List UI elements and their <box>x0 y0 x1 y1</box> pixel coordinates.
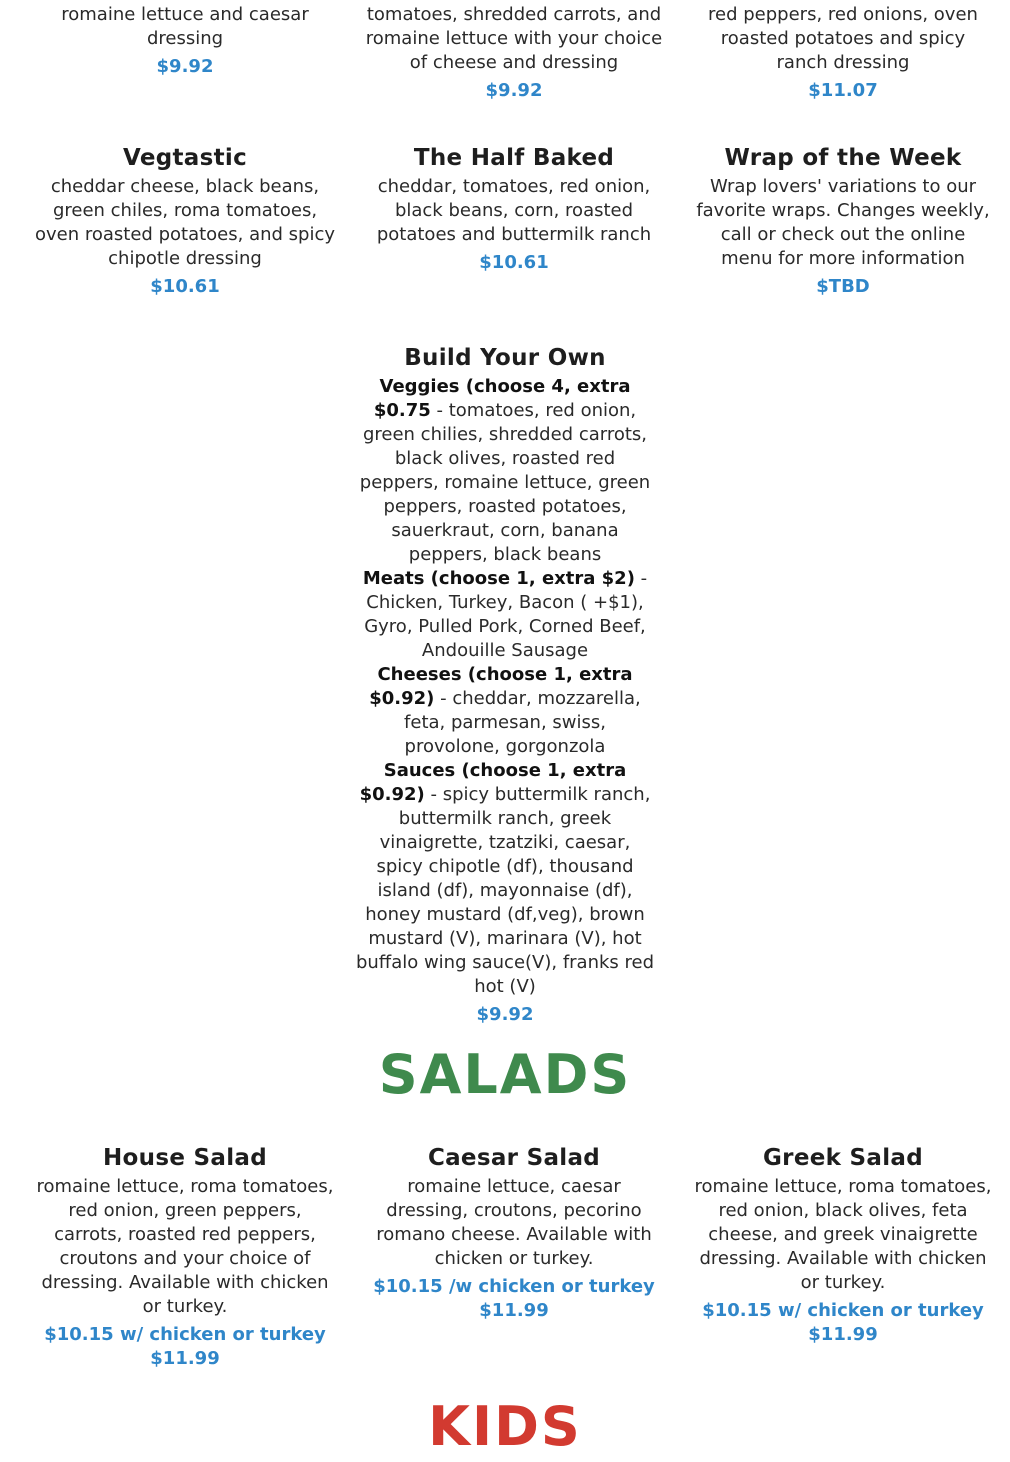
item-price: $9.92 <box>476 1004 534 1025</box>
item-price: $TBD <box>816 276 870 297</box>
item-description: romaine lettuce, roma tomatoes, red onion, black olives, feta cheese, and greek vinaigrette dressing. Available with chicken or turkey. <box>694 1176 992 1293</box>
item-description: romaine lettuce, caesar dressing, croutons, pecorino romano cheese. Available with chicken or turkey. <box>376 1176 652 1269</box>
item-description: cheddar, tomatoes, red onion, black beans, corn, roasted potatoes and buttermilk ranch <box>376 176 652 245</box>
cheeses-label: Cheeses (choose 1, extra $0.92) <box>369 664 633 709</box>
menu-item-vegtastic <box>35 143 335 299</box>
item-title: The Half Baked <box>413 145 615 171</box>
veggies-label: Veggies (choose 4, extra $0.75 <box>373 376 631 421</box>
item-price-with-meat: $10.15 w/ chicken or turkey <box>44 1324 326 1345</box>
item-title: House Salad <box>103 1145 267 1171</box>
item-price-with-meat: $10.15 w/ chicken or turkey <box>702 1300 984 1321</box>
item-price-with-meat: $10.15 /w chicken or turkey <box>373 1276 655 1297</box>
item-price: $11.99 <box>808 1324 878 1345</box>
item-description: tomatoes, shredded carrots, and romaine lettuce with your choice of cheese and dressing <box>365 4 663 73</box>
item-price: $11.07 <box>808 80 878 101</box>
item-price: $10.61 <box>479 252 549 273</box>
cheeses-text: - cheddar, mozzarella, feta, parmesan, swiss, provolone, gorgonzola <box>404 688 641 757</box>
item-price: $11.99 <box>150 1348 220 1369</box>
sauces-text: - spicy buttermilk ranch, buttermilk ranch, greek vinaigrette, tzatziki, caesar, spicy chipotle (df), thousand island (df), mayonnaise (df), honey mustard (df,veg), brown mustard (V), marinara (V), hot buffalo wing sauce(V), franks red hot (V) <box>355 784 655 997</box>
menu-item-spicy-wrap <box>693 3 993 103</box>
menu-item-caesar-salad <box>364 1143 664 1323</box>
item-price: $11.99 <box>479 1300 549 1321</box>
menu-item-half-baked <box>364 143 664 275</box>
menu-item-house-salad <box>35 1143 335 1371</box>
menu-item-build-your-own <box>355 343 655 1027</box>
meats-label: Meats (choose 1, extra $2) <box>362 568 635 589</box>
item-description <box>355 375 655 999</box>
salads-heading: SALADS <box>378 1043 632 1106</box>
item-title: Vegtastic <box>122 145 248 171</box>
menu-item-garden-wrap <box>364 3 664 103</box>
item-description: cheddar cheese, black beans, green chiles, roma tomatoes, oven roasted potatoes, and spicy chipotle dressing <box>35 176 336 269</box>
item-title: Build Your Own <box>404 345 606 371</box>
item-price: $10.61 <box>150 276 220 297</box>
veggies-text: - tomatoes, red onion, green chilies, shredded carrots, black olives, roasted red peppers, romaine lettuce, green peppers, roasted potatoes, sauerkraut, corn, banana peppers, black beans <box>359 400 651 565</box>
item-description: romaine lettuce, roma tomatoes, red onion, green peppers, carrots, roasted red peppers, croutons and your choice of dressing. Available with chicken or turkey. <box>36 1176 334 1317</box>
menu-item-greek-salad <box>693 1143 993 1347</box>
sauces-label: Sauces (choose 1, extra $0.92) <box>359 760 627 805</box>
item-price: $9.92 <box>156 56 214 77</box>
item-title: Greek Salad <box>763 1145 923 1171</box>
kids-heading: KIDS <box>428 1395 582 1458</box>
item-description: romaine lettuce and caesar dressing <box>61 4 309 49</box>
menu-item-wrap-of-the-week <box>693 143 993 299</box>
menu-item-caesar-wrap <box>35 3 335 79</box>
item-description: Wrap lovers' variations to our favorite wraps. Changes weekly, call or check out the online menu for more information <box>696 176 990 269</box>
item-price: $9.92 <box>485 80 543 101</box>
meats-text: - Chicken, Turkey, Bacon ( +$1), Gyro, Pulled Pork, Corned Beef, Andouille Sausage <box>364 568 648 661</box>
item-title: Caesar Salad <box>427 1145 601 1171</box>
item-title: Wrap of the Week <box>724 145 962 171</box>
item-description: red peppers, red onions, oven roasted potatoes and spicy ranch dressing <box>708 4 978 73</box>
